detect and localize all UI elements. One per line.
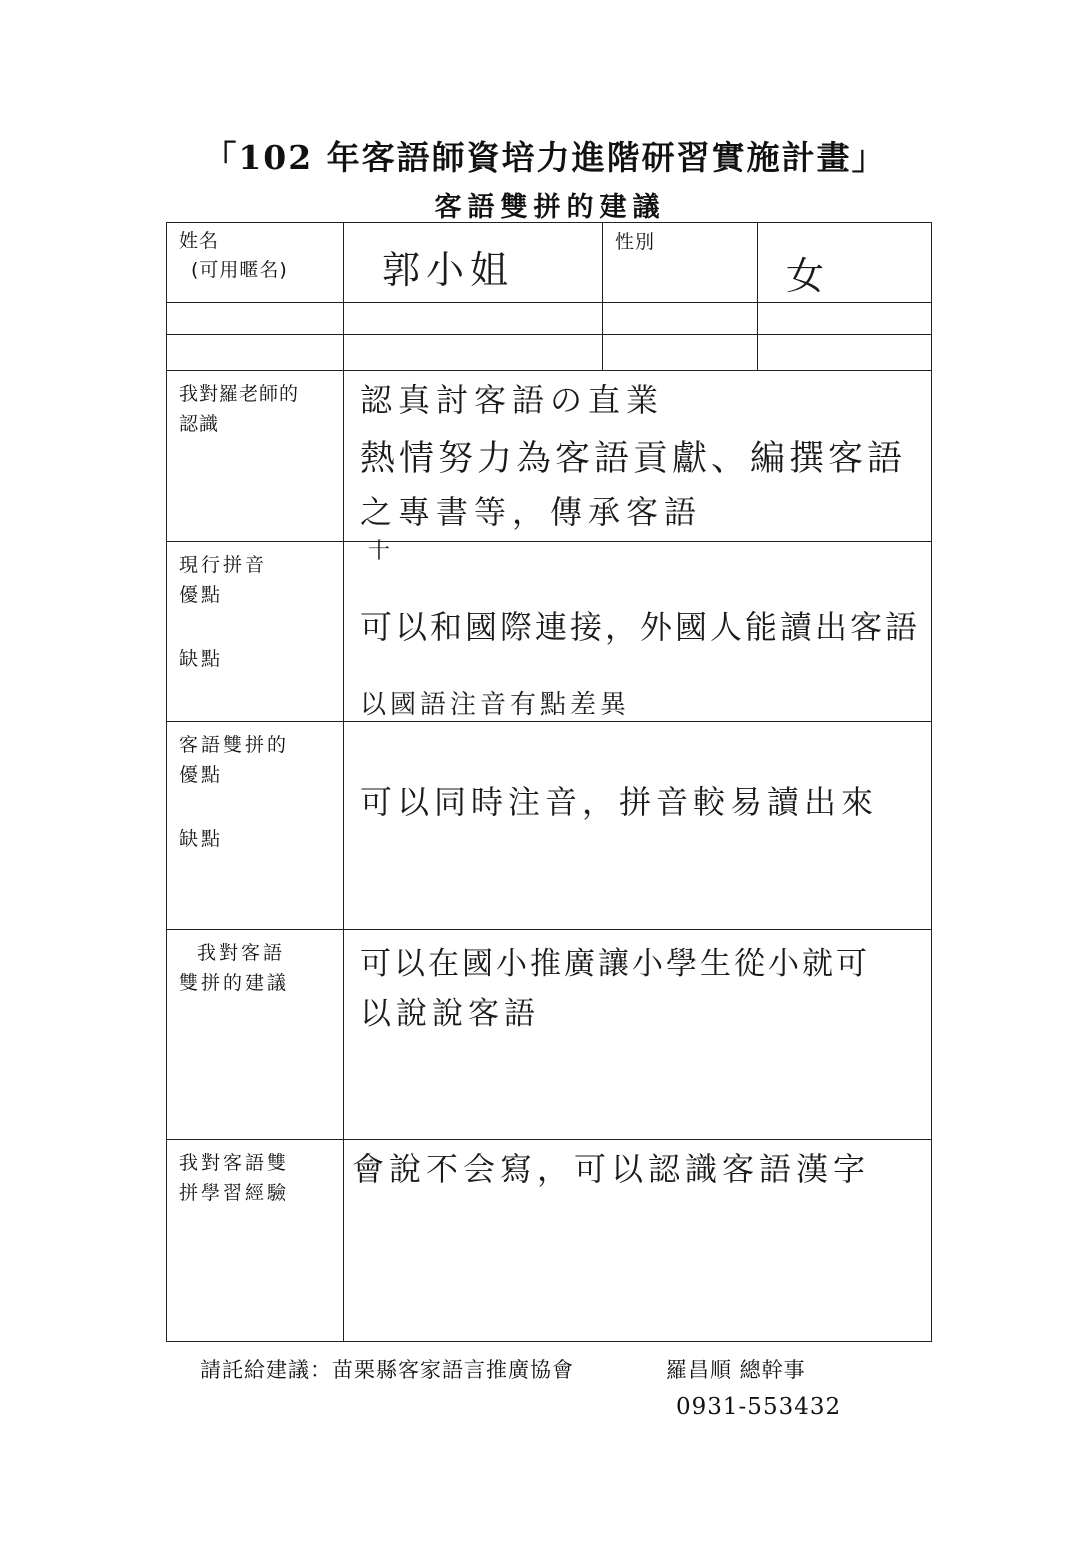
double-pinyin-value: 可以同時注音，拼音較易讀出來 <box>360 783 879 821</box>
suggestion-form <box>166 222 932 1342</box>
current-pinyin-label-cell <box>167 542 344 722</box>
advice-value-line2: 以說說客語 <box>360 996 540 1032</box>
footer-entrust-text: 請託給建議：苗栗縣客家語言推廣協會 <box>200 1358 574 1382</box>
teacher-label-cell <box>167 371 344 542</box>
blank-cell <box>758 335 932 371</box>
double-pinyin-disadvantage-label: 缺點 <box>179 828 224 850</box>
current-pinyin-advantage-label: 優點 <box>179 584 224 606</box>
advice-value-cell[interactable] <box>344 930 932 1140</box>
current-pinyin-disadvantage-label: 缺點 <box>179 648 224 670</box>
double-pinyin-label: 客語雙拼的 <box>179 734 290 756</box>
current-pinyin-value-cell[interactable] <box>344 539 932 722</box>
footer-entrust <box>200 1354 806 1384</box>
teacher-value-line1: 認真討客語の直業 <box>360 381 665 419</box>
gender-value-cell[interactable] <box>758 223 932 303</box>
blank-cell <box>758 303 932 335</box>
blank-cell <box>167 335 344 371</box>
teacher-label: 我對羅老師的 <box>179 383 300 405</box>
gender-value: 女 <box>786 254 831 298</box>
name-label: 姓名 <box>179 230 220 252</box>
experience-label-2: 拼學習經驗 <box>179 1182 290 1204</box>
name-value: 郭小姐 <box>382 248 515 292</box>
current-pinyin-value-line1: 可以和國際連接，外國人能讀出客語 <box>360 608 921 646</box>
name-label-hint: (可用暱名) <box>191 259 288 281</box>
current-pinyin-value-line2: 以國語注音有點差異 <box>360 690 631 720</box>
form-subtitle: 客語雙拼的建議 <box>434 192 666 223</box>
footer-contact-person: 羅昌順 總幹事 <box>666 1358 806 1382</box>
experience-label: 我對客語雙 <box>179 1152 290 1174</box>
blank-cell <box>603 303 758 335</box>
teacher-label-2: 認識 <box>179 413 220 435</box>
experience-value-cell[interactable] <box>344 1140 932 1342</box>
advice-label-cell <box>167 930 344 1140</box>
double-pinyin-value-cell[interactable] <box>344 722 932 930</box>
teacher-value-line3: 之專書等，傳承客語 <box>360 493 703 531</box>
form-title: 「102 年客語師資培力進階研習實施計畫」 <box>203 138 887 177</box>
blank-cell <box>167 303 344 335</box>
advice-value-line1: 可以在國小推廣讓小學生從小就可 <box>360 946 870 982</box>
name-value-cell[interactable] <box>344 223 603 303</box>
current-pinyin-label: 現行拼音 <box>179 554 268 576</box>
double-pinyin-label-cell <box>167 722 344 930</box>
teacher-value-line2: 熱情努力為客語貢獻、編撰客語 <box>360 439 907 479</box>
double-pinyin-advantage-label: 優點 <box>179 764 224 786</box>
teacher-value-cell[interactable] <box>344 371 932 542</box>
current-pinyin-mark: 十 <box>368 539 395 564</box>
experience-value: 會說不会寫，可以認識客語漢字 <box>352 1150 871 1188</box>
gender-label: 性別 <box>615 231 656 253</box>
footer-phone: 0931-553432 <box>676 1394 842 1420</box>
blank-cell <box>603 335 758 371</box>
name-label-cell <box>167 223 344 303</box>
blank-cell <box>344 303 603 335</box>
advice-label: 我對客語 <box>197 942 286 964</box>
blank-cell <box>344 335 603 371</box>
experience-label-cell <box>167 1140 344 1342</box>
advice-label-2: 雙拼的建議 <box>179 972 290 994</box>
gender-label-cell <box>603 223 758 303</box>
